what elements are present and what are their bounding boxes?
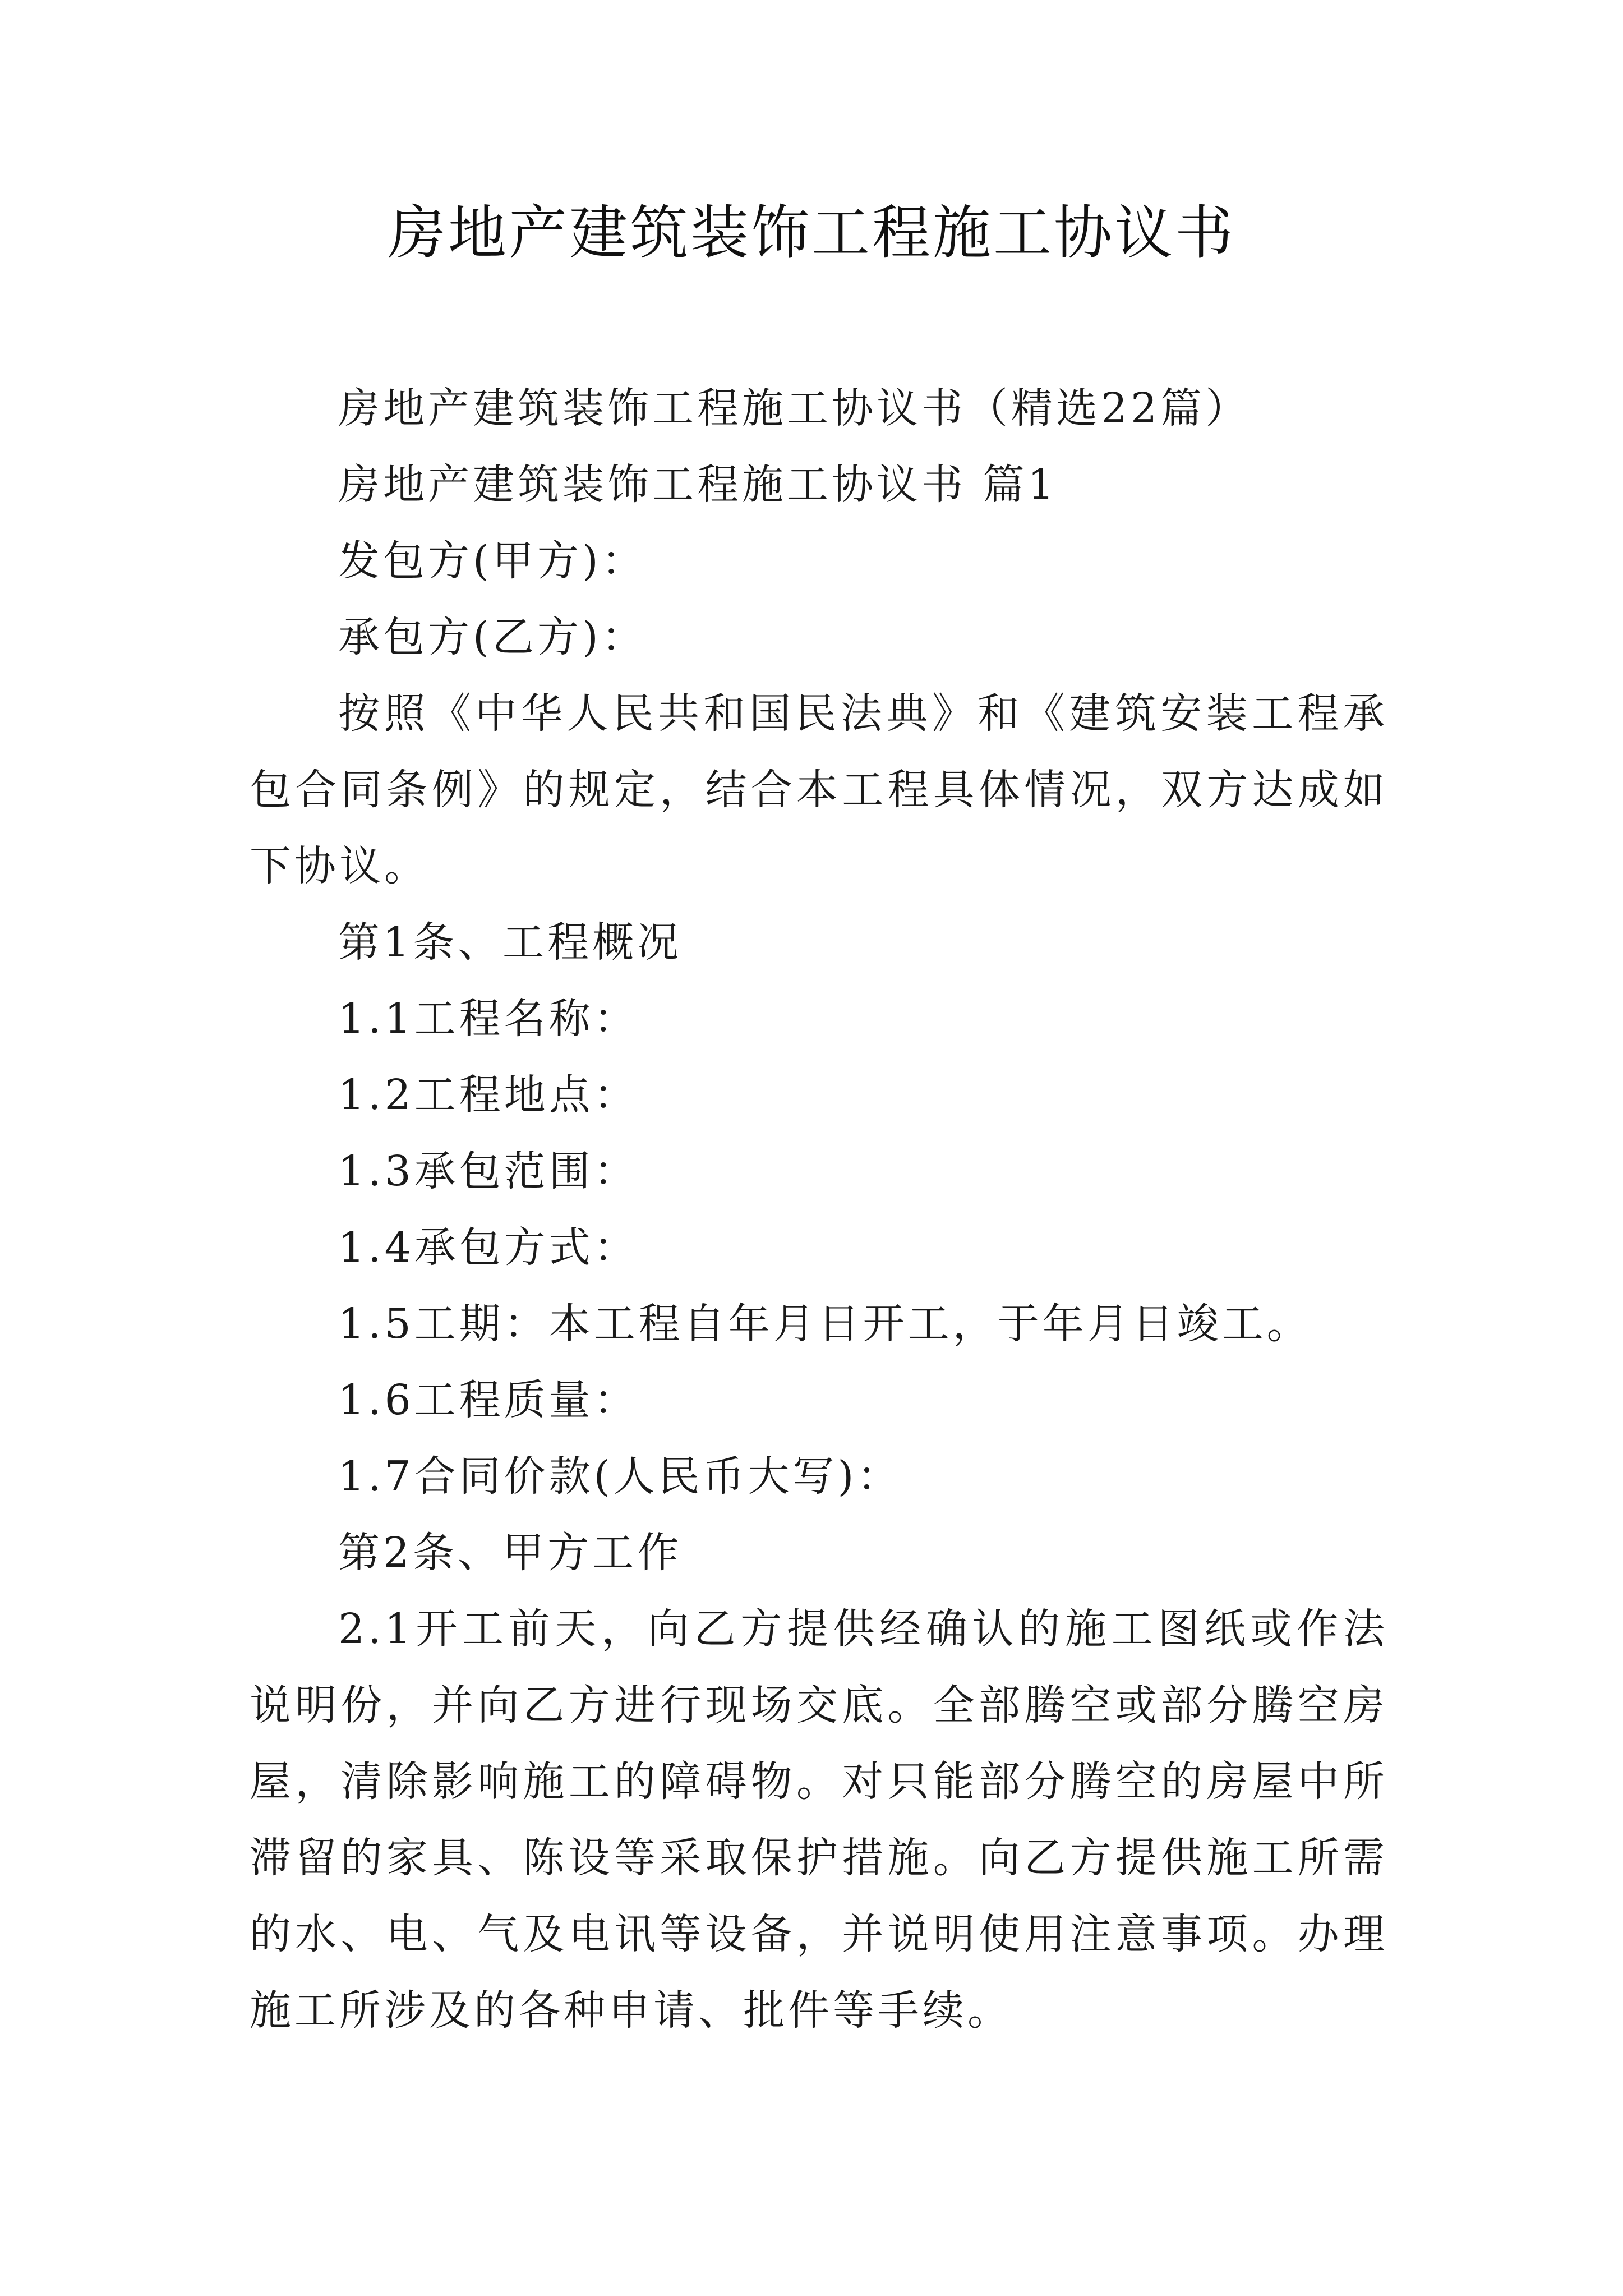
party-a-line: 发包方(甲方)：: [338, 537, 647, 585]
document-title: 房地产建筑装饰工程施工协议书: [387, 199, 1235, 267]
clause-line: 1.5工期：本工程自年月日开工，于年月日竣工。: [338, 1300, 1312, 1348]
section-heading: 房地产建筑装饰工程施工协议书 篇1: [338, 461, 1058, 509]
document-body: [250, 370, 1388, 2049]
clause-paragraph: 2.1开工前天，向乙方提供经确认的施工图纸或作法说明份，并向乙方进行现场交底。全部腾空或部分腾空房屋，清除影响施工的障碍物。对只能部分腾空的房屋中所滞留的家具、陈设等采取保护措施。向乙方提供施工所需的水、电、气及电讯等设备，并说明使用注意事项。办理施工所涉及的各种申请、批件等手续。: [250, 1605, 1388, 2035]
preamble-paragraph: 按照《中华人民共和国民法典》和《建筑安装工程承包合同条例》的规定，结合本工程具体情况，双方达成如下协议。: [250, 689, 1388, 890]
article-heading: 第1条、工程概况: [338, 918, 683, 967]
clause-line: 1.2工程地点：: [338, 1071, 639, 1119]
article-heading: 第2条、甲方工作: [338, 1529, 683, 1577]
clause-line: 1.6工程质量：: [338, 1376, 639, 1424]
clause-line: 1.7合同价款(人民币大写)：: [338, 1452, 902, 1501]
subtitle-paragraph: 房地产建筑装饰工程施工协议书（精选22篇）: [338, 384, 1251, 432]
clause-line: 1.4承包方式：: [338, 1223, 639, 1272]
clause-line: 1.1工程名称：: [338, 995, 639, 1043]
clause-line: 1.3承包范围：: [338, 1147, 639, 1195]
party-b-line: 承包方(乙方)：: [338, 613, 647, 661]
